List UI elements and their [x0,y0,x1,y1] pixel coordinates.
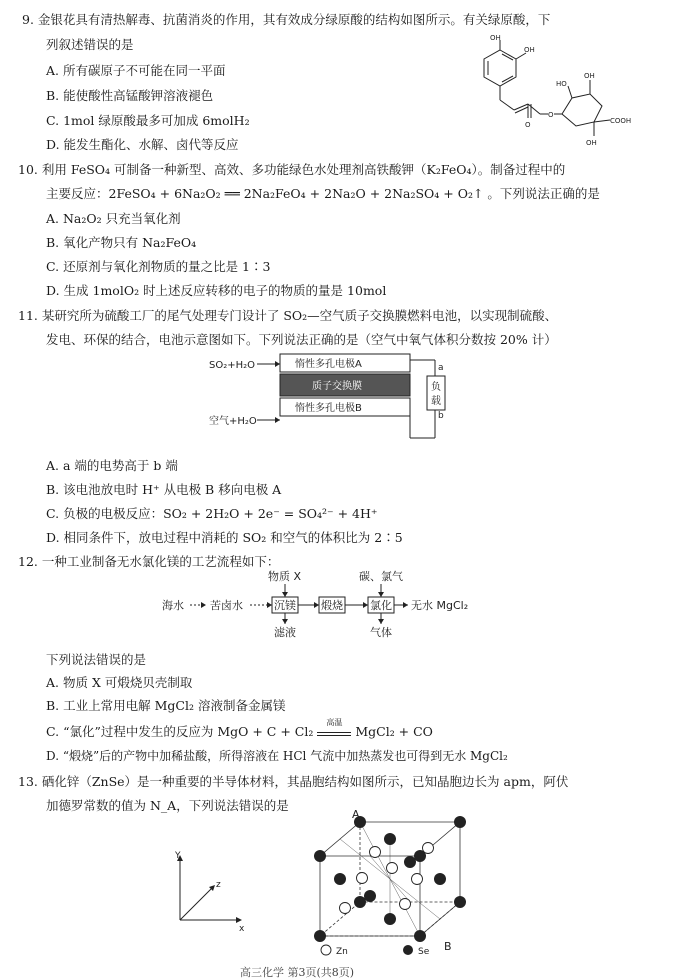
q10-option-c: C. 还原剂与氧化剂物质的量之比是 1∶3 [46,259,271,274]
flow-step-chlorinate: 氯化 [370,599,392,612]
cell-point-b: B [444,940,452,953]
q12-option-c-reactants: C. “氯化”过程中发生的反应为 MgO + C + Cl₂ [46,724,314,739]
q11-option-a: A. a 端的电势高于 b 端 [46,458,178,473]
chlorogenic-acid-structure [470,32,640,150]
axis-y-label: Y [175,851,181,861]
q12-option-c-products: MgCl₂ + CO [355,724,433,739]
fuel-cell-diagram [205,352,455,444]
air-inlet-label: 空气+H₂O [209,416,257,427]
q12-stem: 12. 一种工业制备无水氯化镁的工艺流程如下： [18,554,280,569]
q9-option-d: D. 能发生酯化、水解、卤代等反应 [46,137,239,152]
ester-o-label: O [548,111,554,119]
q10-stem-line2: 主要反应：2FeSO₄ + 6Na₂O₂ ══ 2Na₂FeO₄ + 2Na₂O + 2Na₂SO₄ + O₂↑ 。下列说法正确的是 [46,186,600,201]
znse-unit-cell [300,808,480,958]
q12-reaction-arrow [317,718,351,736]
q12-prompt: 下列说法错误的是 [46,652,147,667]
terminal-a-label: a [438,363,444,373]
axis-x-label: x [239,924,245,934]
flow-filtrate: 滤液 [274,626,296,638]
q10-option-a: A. Na₂O₂ 只充当氧化剂 [46,211,181,226]
q9-option-b: B. 能使酸性高锰酸钾溶液褪色 [46,88,214,103]
q13-stem-line2: 加德罗常数的值为 N_A，下列说法错误的是 [46,798,289,813]
q12-option-c [46,718,433,740]
q9-option-a: A. 所有碳原子不可能在同一平面 [46,63,226,78]
q11-stem-line2: 发电、环保的结合，电池示意图如下。下列说法正确的是（空气中氧气体积分数按 20% 计） [46,332,557,347]
coordinate-axes [165,845,255,935]
so2-inlet-label: SO₂+H₂O [209,360,256,371]
flow-step-calcine: 煅烧 [321,599,343,612]
flow-seawater: 海水 [162,599,184,612]
flow-brine: 苦卤水 [210,599,243,612]
oh-label-3: OH [584,72,595,80]
q10-stem-line1: 10. 利用 FeSO₄ 可制备一种新型、高效、多功能绿色水处理剂高铁酸钾（K₂FeO₄）。制备过程中的 [18,162,566,177]
mgcl2-process-flow [160,568,480,638]
carbonyl-o-label: O [525,121,531,129]
axis-z-label: z [216,880,221,890]
q11-option-b: B. 该电池放电时 H⁺ 从电极 B 移向电极 A [46,482,282,497]
q10-option-b: B. 氧化产物只有 Na₂FeO₄ [46,235,197,250]
q11-option-d: D. 相同条件下，放电过程中消耗的 SO₂ 和空气的体积比为 2∶5 [46,530,403,545]
zn-legend-icon [321,945,331,955]
q12-option-b: B. 工业上常用电解 MgCl₂ 溶液制备金属镁 [46,698,286,713]
flow-substance-x: 物质 X [268,570,302,583]
flow-product: 无水 MgCl₂ [411,599,469,612]
q9-stem-line1: 9. 金银花具有清热解毒、抗菌消炎的作用，其有效成分绿原酸的结构如图所示。有关绿原酸，下 [22,12,551,27]
zn-legend-label: Zn [336,947,348,957]
page-footer: 高三化学 第3页(共8页) [240,966,355,979]
q9-stem-line2: 列叙述错误的是 [46,37,134,52]
q13-stem-line1: 13. 硒化锌（ZnSe）是一种重要的半导体材料，其晶胞结构如图所示，已知晶胞边长为 apm，阿伏 [18,774,569,789]
cooh-label: COOH [610,117,632,125]
oh-label-4: OH [586,139,597,147]
q9-option-c: C. 1mol 绿原酸最多可加成 6molH₂ [46,113,250,128]
flow-step-precipitate: 沉镁 [274,599,296,612]
electrode-b-label: 惰性多孔电极B [295,403,362,414]
flow-gas: 气体 [370,626,392,638]
load-label-2: 载 [431,396,441,407]
se-legend-icon [403,945,413,955]
q12-option-a: A. 物质 X 可煅烧贝壳制取 [46,675,193,690]
load-label-1: 负 [431,382,441,393]
q11-option-c: C. 负极的电极反应：SO₂ + 2H₂O + 2e⁻ = SO₄²⁻ + 4H⁺ [46,506,378,521]
cell-point-a: A [352,808,360,821]
oh-label-1: OH [490,34,501,42]
electrode-a-label: 惰性多孔电极A [295,359,362,370]
terminal-b-label: b [438,411,444,421]
se-legend-label: Se [418,947,430,957]
membrane-label: 质子交换膜 [312,381,362,392]
q11-stem-line1: 11. 某研究所为硫酸工厂的尾气处理专门设计了 SO₂—空气质子交换膜燃料电池，以实现制硫酸、 [18,308,558,323]
q12-option-d: D. “煅烧”后的产物中加稀盐酸，所得溶液在 HCl 气流中加热蒸发也可得到无水 MgCl₂ [46,749,508,763]
flow-carbon-chlorine: 碳、氯气 [359,570,403,583]
q12-reaction-condition: 高温 [326,718,343,727]
ho-label: HO [556,80,567,88]
q10-option-d: D. 生成 1molO₂ 时上述反应转移的电子的物质的量是 10mol [46,283,387,298]
oh-label-2: OH [524,46,535,54]
